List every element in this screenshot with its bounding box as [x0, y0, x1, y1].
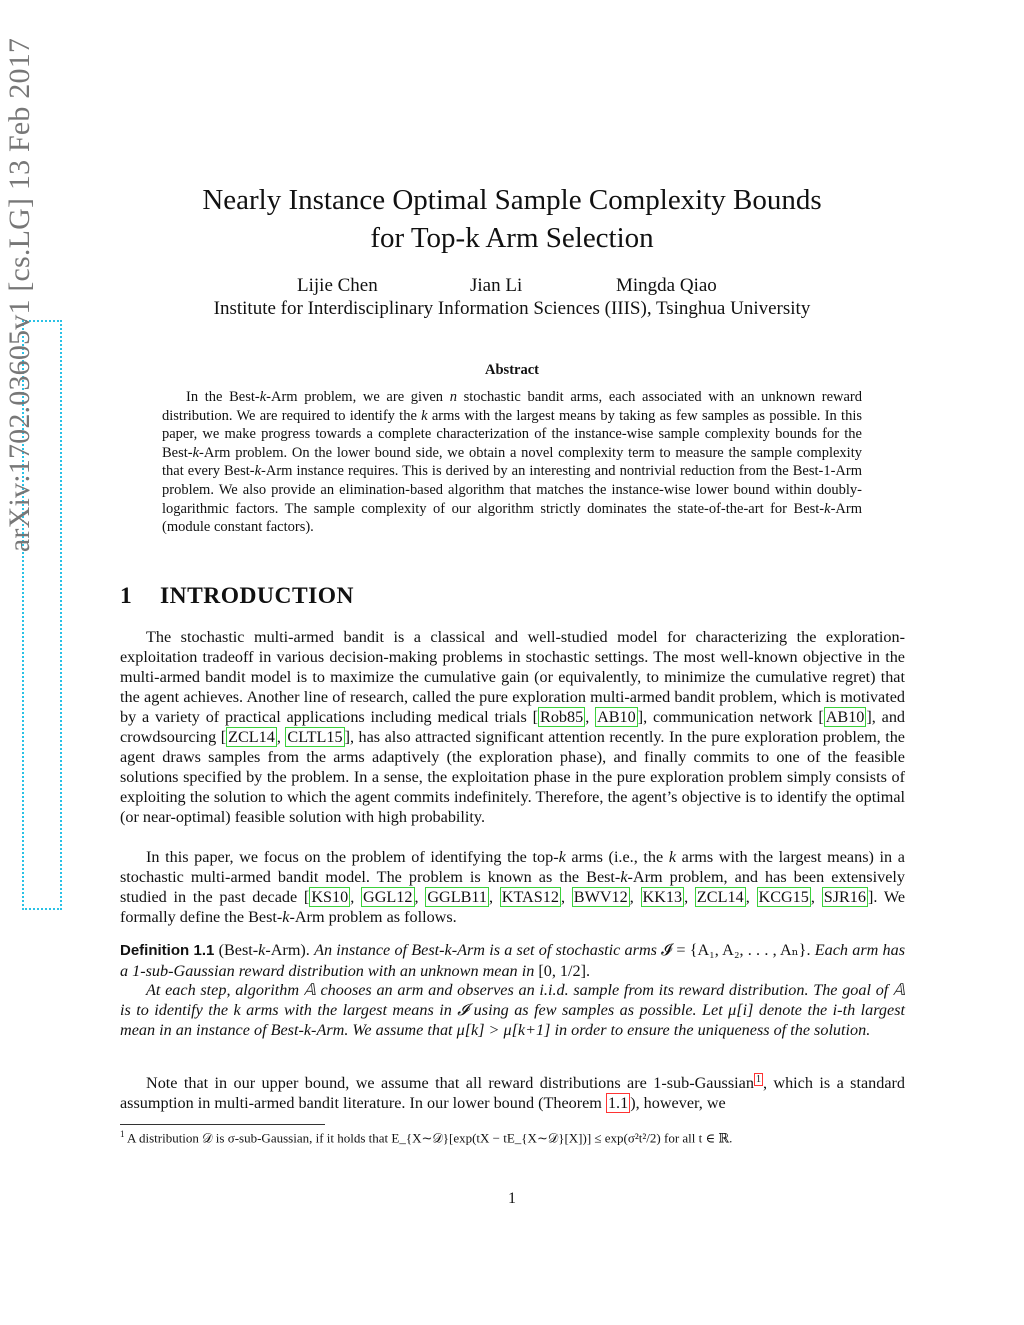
footnote-ref[interactable]: 1: [755, 1073, 761, 1085]
section-title: INTRODUCTION: [160, 583, 355, 609]
intro-paragraph-2: In this paper, we focus on the problem of identifying the top-k arms (i.e., the k arms with the largest means) in a stochastic multi-armed bandit model. The problem is known as the Best-k-Arm problem, and has been extensively studied in the past decade [ KS10 , GGL12 , GGLB11 , KTAS12 , BWV12 , KK13 , ZCL14 , KCG15 , SJR16 ]. We formally define the Best-k-Arm problem as follows.: [120, 848, 906, 926]
footnote-mark: 1: [120, 1129, 125, 1139]
definition-body: At each step, algorithm 𝔸 chooses an arm and observes an i.i.d. sample from its reward distribution. The goal of 𝔸 is to identify the k arms with the largest means in 𝓘 using as few samples as possible. Let μ[i] denote the i-th largest mean in an instance of Best-k-Arm. We assume that μ[k] > μ[k+1] in order to ensure the uniqueness of the solution.: [120, 981, 905, 1039]
citation-link[interactable]: GGL12: [363, 888, 413, 906]
footnote-divider: [120, 1124, 325, 1125]
author-2: Jian Li: [470, 275, 523, 296]
theorem-ref[interactable]: 1.1: [607, 1094, 629, 1112]
definition-label: Definition 1.1: [120, 942, 215, 959]
citation-link[interactable]: BWV12: [573, 888, 628, 906]
title-line-1: Nearly Instance Optimal Sample Complexity Bounds: [202, 184, 822, 216]
citation-link[interactable]: Rob85: [540, 708, 584, 726]
author-1: Lijie Chen: [297, 275, 378, 296]
intro-paragraph-1: The stochastic multi-armed bandit is a classical and well-studied model for characterizing the exploration-exploitation tradeoff in various decision-making problems in stochastic settings. The most well-known objective in the multi-armed bandit model is to maximize the cumulative gain (or equivalently, to minimize the cumulative regret) that the agent achieves. Another line of research, called the pure exploration multi-armed bandit problem, which is motivated by a variety of practical applications including medical trials [ Rob85 , AB10 ], communication network [ AB10 ], and crowdsourcing [ ZCL14 , CLTL15 ], has also attracted significant attention recently. In the pure exploration problem, the agent draws samples from the arms adaptively (the exploration phase), and finally commits to one of the feasible solutions specified by the problem. In a sense, the exploitation phase in the pure exploration problem simply consists of exploiting the solution to which the agent commits indefinitely. Therefore, the agent’s objective is to identify the optimal (or near-optimal) feasible solution with high probability.: [120, 628, 906, 826]
citation-link[interactable]: AB10: [825, 708, 865, 726]
citation-link[interactable]: GGLB11: [427, 888, 487, 906]
footnote-1: $^1$ A distribution 𝒟 is σ-sub-Gaussian, if it holds that E_{X∼𝒟}[exp(tX − tE_{X∼𝒟}[X])] ≤ exp(σ²t²/2) for all t ∈ ℝ.: [120, 1129, 733, 1146]
arxiv-identifier[interactable]: arXiv:1702.03605v1 [cs.LG] 13 Feb 2017: [3, 37, 36, 553]
abstract-heading: Abstract: [485, 362, 539, 378]
citation-link[interactable]: CLTL15: [287, 728, 343, 746]
citation-link[interactable]: KK13: [642, 888, 683, 906]
abstract-body: In the Best-k-Arm problem, we are given n stochastic bandit arms, each associated with an unknown reward distribution. We are required to identify the k arms with the largest means by taking as few samples as possible. In this paper, we make progress towards a complete characterization of the instance-wise sample complexity bounds for the Best-k-Arm problem. On the lower bound side, we obtain a novel complexity term to measure the sample complexity that every Best-k-Arm instance requires. This is derived by an interesting and nontrivial reduction from the Best-1-Arm problem. We also provide an elimination-based algorithm that matches the instance-wise lower bound within doubly-logarithmic factors. The sample complexity of our algorithm strictly dominates the state-of-the-art for Best-k-Arm (module constant factors).: [162, 389, 862, 536]
title-line-2: for Top-k Arm Selection: [370, 222, 654, 254]
citation-link[interactable]: SJR16: [823, 888, 866, 906]
paper-title: [160, 181, 864, 257]
page-number: 1: [508, 1190, 516, 1207]
citation-link[interactable]: ZCL14: [696, 888, 744, 906]
section-number: 1: [120, 583, 133, 609]
affiliation: Institute for Interdisciplinary Information Sciences (IIIS), Tsinghua University: [213, 298, 811, 319]
citation-link[interactable]: ZCL14: [228, 728, 275, 746]
author-3: Mingda Qiao: [616, 275, 717, 296]
definition-1-1: Definition 1.1 (Best-k-Arm). An instance of Best-k-Arm is a set of stochastic arms 𝓘 = {A₁, A₂, . . . , Aₙ}. Each arm has a 1-sub-Gaussian reward distribution with an unknown mean in [0, 1/2].: [120, 941, 906, 980]
intro-paragraph-3: Note that in our upper bound, we assume that all reward distributions are 1-sub-Gaussian $^1$ , which is a standard assumption in multi-armed bandit literature. In our lower bound (Theorem 1.1 ), however, we: [120, 1073, 906, 1112]
citation-link[interactable]: KTAS12: [501, 888, 559, 906]
section-heading: [120, 583, 354, 610]
citation-link[interactable]: KS10: [311, 888, 349, 906]
citation-link[interactable]: KCG15: [758, 888, 809, 906]
citation-link[interactable]: AB10: [597, 708, 636, 726]
